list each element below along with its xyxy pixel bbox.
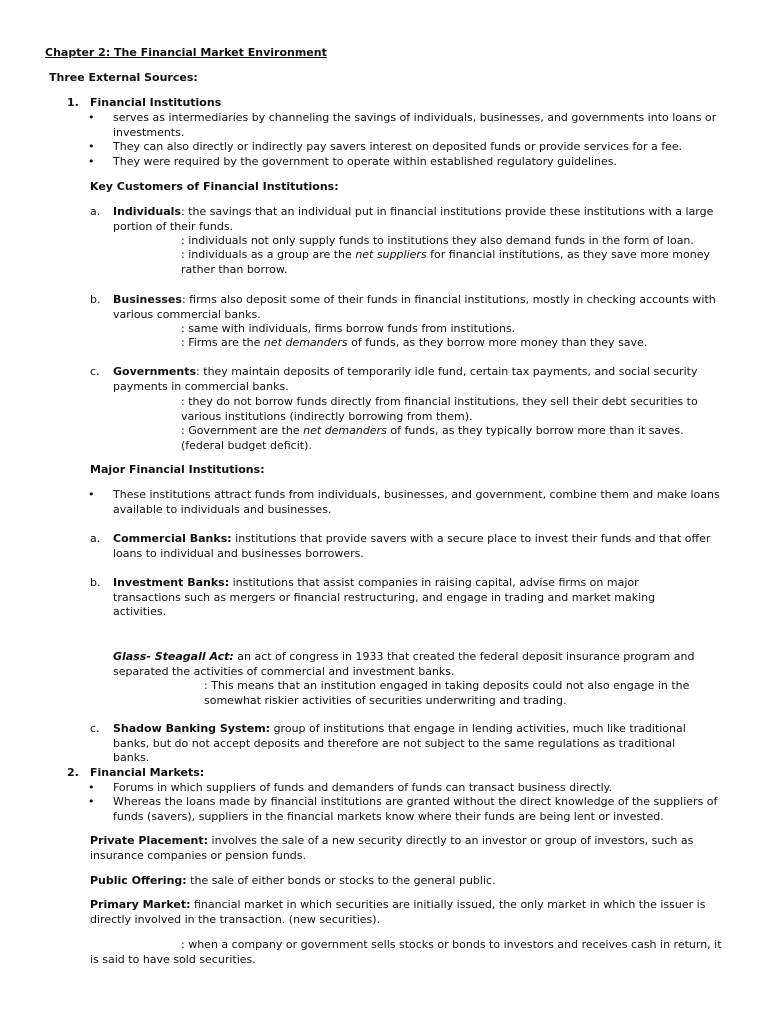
list-marker: c.	[90, 365, 100, 378]
term: Shadow Banking System:	[113, 722, 271, 735]
term: Governments	[113, 365, 197, 378]
definition: involves the sale of a new security directly to an investor or group of investors, such as insurance companies or pension funds.	[90, 834, 694, 862]
list-item	[88, 155, 721, 170]
customer-item-individuals	[90, 205, 723, 234]
sub-note: : This means that an institution engaged in taking deposits could not also engage in the somewhat riskier activities of securities underwriting and trading.	[204, 679, 690, 707]
customer-item-governments	[90, 365, 723, 394]
glass-steagall-definition	[113, 650, 713, 679]
sub-note: : when a company or government sells stocks or bonds to investors and receives cash in return, it is said to have sold securities.	[90, 938, 722, 966]
list-item	[88, 140, 721, 155]
definition: the sale of either bonds or stocks to the general public.	[186, 874, 496, 887]
term: Individuals	[113, 205, 181, 218]
list-marker: b.	[90, 293, 101, 306]
list-marker: b.	[90, 576, 101, 589]
term: Commercial Banks:	[113, 532, 232, 545]
term: Investment Banks:	[113, 576, 230, 589]
page-title: Chapter 2: The Financial Market Environment	[45, 46, 327, 59]
primary-market-definition	[90, 898, 722, 927]
list-marker: a.	[90, 532, 101, 545]
public-offering-definition	[90, 874, 722, 889]
key-customers-heading: Key Customers of Financial Institutions:	[90, 180, 339, 193]
term: Public Offering:	[90, 874, 187, 887]
definition: : the savings that an individual put in financial institutions provide these institutions with a large portion of their funds.	[113, 205, 714, 233]
sub-note: : Government are the net demanders of funds, as they typically borrow more than it saves. (federal budget deficit).	[181, 424, 684, 452]
section1-title: Financial Institutions	[90, 96, 222, 109]
definition: institutions that assist companies in raising capital, advise firms on major transactions such as mergers or financial restructuring, and engage in trading and market making activities.	[113, 576, 656, 619]
list-item	[88, 781, 721, 796]
sub-note: : Firms are the net demanders of funds, as they borrow more money than they save.	[181, 336, 648, 349]
customer-item-businesses	[90, 293, 723, 322]
definition: an act of congress in 1933 that created the federal deposit insurance program and separated the activities of commercial and investment banks.	[113, 650, 695, 678]
list-marker: a.	[90, 205, 101, 218]
institution-item-commercial-banks	[90, 532, 723, 561]
list-item	[88, 795, 721, 824]
definition: group of institutions that engage in lending activities, much like traditional banks, but do not accept deposits and therefore are not subject to the same regulations as traditional banks.	[113, 722, 686, 765]
institution-item-shadow-banking	[90, 722, 711, 766]
sub-note: : individuals as a group are the net suppliers for financial institutions, as they save more money rather than borrow.	[181, 248, 710, 276]
definition: : firms also deposit some of their funds in financial institutions, mostly in checking accounts with various commercial banks.	[113, 293, 716, 321]
sub-note: : they do not borrow funds directly from financial institutions, they sell their debt securities to various institutions (indirectly borrowing from them).	[181, 395, 698, 423]
term: Private Placement:	[90, 834, 209, 847]
institution-item-investment-banks	[90, 576, 673, 620]
definition: institutions that provide savers with a secure place to invest their funds and that offer loans to individual and businesses borrowers.	[113, 532, 711, 560]
bullet-text: • serves as intermediaries by channeling the savings of individuals, businesses, and governments into loans or investments.	[113, 111, 717, 139]
definition: : they maintain deposits of temporarily idle fund, certain tax payments, and social security payments in commercial banks.	[113, 365, 698, 393]
private-placement-definition	[90, 834, 722, 863]
bullet-text: • Whereas the loans made by financial institutions are granted without the direct knowledge of the suppliers of funds (savers), suppliers in the financial markets know where their funds are being lent or invested.	[113, 795, 718, 823]
definition: financial market in which securities are initially issued, the only market in which the issuer is directly involved in the transaction. (new securities).	[90, 898, 706, 926]
list-item	[88, 488, 721, 517]
bullet-text: • They can also directly or indirectly pay savers interest on deposited funds or provide services for a fee.	[113, 140, 683, 153]
bullet-text: • They were required by the government to operate within established regulatory guidelines.	[113, 155, 617, 168]
list-marker: c.	[90, 722, 100, 735]
term: Businesses	[113, 293, 182, 306]
term: Primary Market:	[90, 898, 191, 911]
sources-heading: Three External Sources:	[49, 71, 198, 84]
bullet-text: • Forums in which suppliers of funds and demanders of funds can transact business directly.	[113, 781, 613, 794]
term: Glass- Steagall Act:	[113, 650, 234, 663]
major-institutions-heading: Major Financial Institutions:	[90, 463, 265, 476]
sub-note: : same with individuals, firms borrow funds from institutions.	[181, 322, 516, 335]
section2-title: Financial Markets:	[90, 766, 205, 779]
section2-number: 2.	[67, 766, 79, 779]
sub-note: : individuals not only supply funds to institutions they also demand funds in the form of loan.	[181, 234, 694, 247]
bullet-text: • These institutions attract funds from individuals, businesses, and government, combine them and make loans available to individuals and businesses.	[113, 488, 720, 516]
list-item	[88, 111, 721, 140]
section1-number: 1.	[67, 96, 79, 109]
